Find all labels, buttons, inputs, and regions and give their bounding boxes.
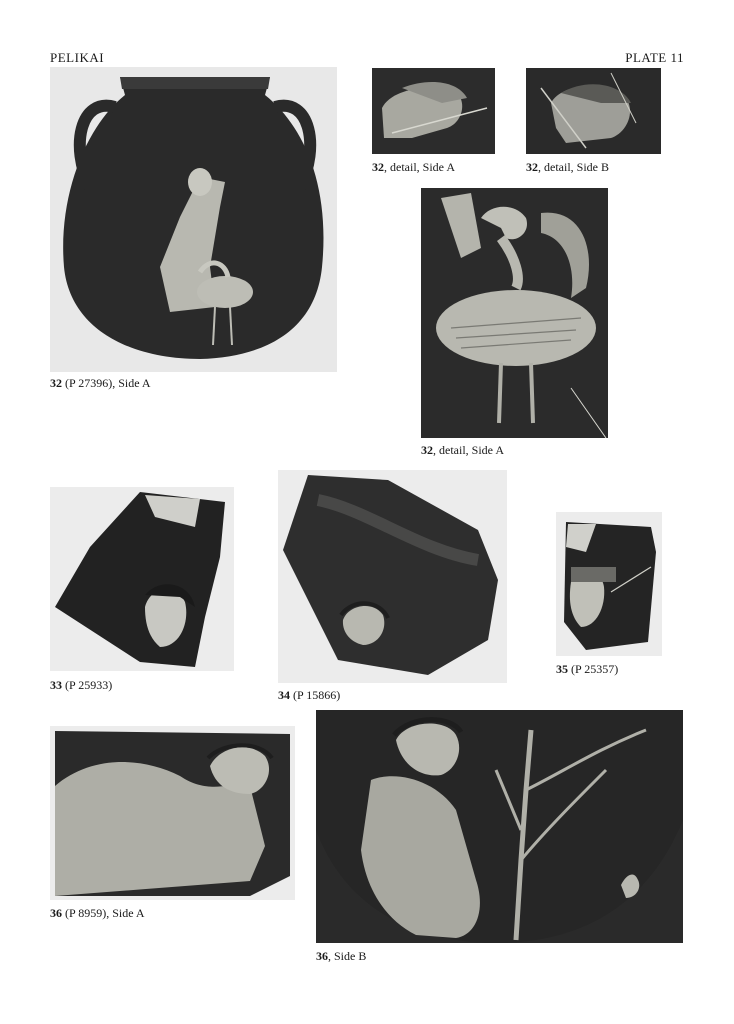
photo-pelike-32-side-a — [50, 67, 337, 372]
photo-32-detail-side-b-head — [526, 68, 661, 154]
caption-33: 33 (P 25933) — [50, 678, 113, 692]
caption-32-side-a: 32 (P 27396), Side A — [50, 376, 151, 390]
photo-36-side-a — [50, 726, 295, 900]
photo-fragment-33 — [50, 487, 234, 671]
caption-34: 34 (P 15866) — [278, 688, 341, 702]
photo-32-detail-side-a-head — [372, 68, 495, 154]
caption-32-detail-side-a-bird: 32, detail, Side A — [421, 443, 504, 457]
photo-fragment-35 — [556, 512, 662, 656]
caption-35: 35 (P 25357) — [556, 662, 619, 676]
plate-number: PLATE 11 — [625, 50, 684, 65]
running-header-left: PELIKAI — [50, 50, 105, 65]
caption-36-side-b: 36, Side B — [316, 949, 367, 963]
caption-36-side-a: 36 (P 8959), Side A — [50, 906, 145, 920]
caption-32-detail-side-b-head: 32, detail, Side B — [526, 160, 609, 174]
photo-36-side-b — [316, 710, 683, 943]
caption-32-detail-side-a-head: 32, detail, Side A — [372, 160, 455, 174]
photo-32-detail-side-a-bird — [421, 188, 608, 438]
photo-fragment-34 — [278, 470, 507, 683]
